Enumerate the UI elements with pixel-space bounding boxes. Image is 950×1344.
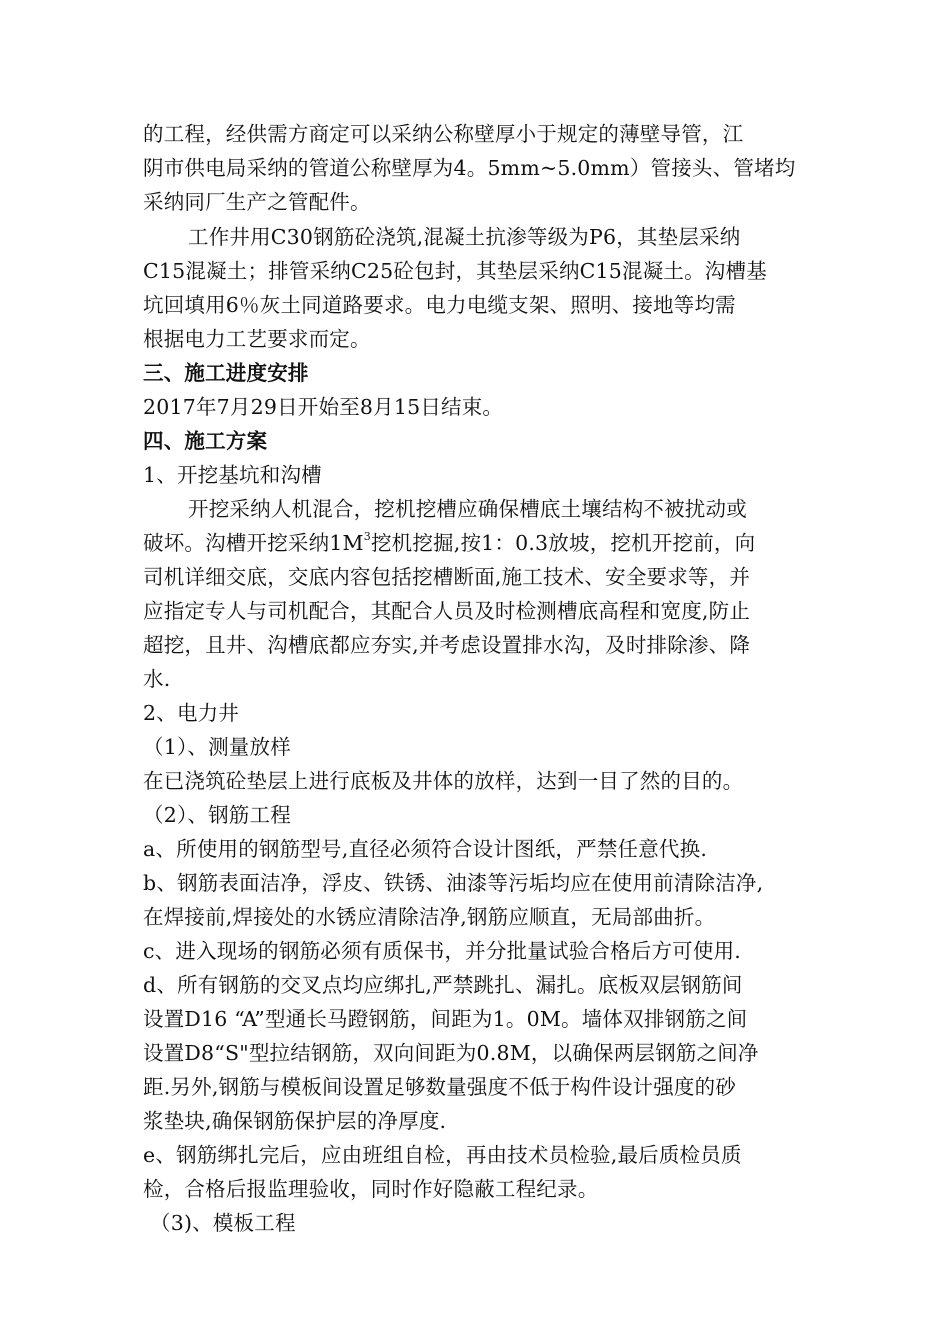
section-heading: 三、施工进度安排 <box>143 361 309 385</box>
paragraph-line: 超挖，且井、沟槽底都应夯实,并考虑设置排水沟，及时排除渗、降 <box>143 633 751 657</box>
line-text: 挖机挖掘,按1：0.3放坡，挖机开挖前，向 <box>370 531 756 555</box>
superscript: 3 <box>363 530 371 544</box>
paragraph-line: e、钢筋绑扎完后，应由班组自检，再由技术员检验,最后质检员质 <box>143 1143 742 1167</box>
paragraph-line: 水. <box>143 667 171 691</box>
paragraph-line: 开挖采纳人机混合，挖机挖槽应确保槽底土壤结构不被扰动或 <box>188 497 747 521</box>
paragraph-line: 司机详细交底，交底内容包括挖槽断面,施工技术、安全要求等，并 <box>143 565 751 589</box>
subsection-heading: （3)、模板工程 <box>150 1211 296 1235</box>
paragraph-line: c、进入现场的钢筋必须有质保书，并分批量试验合格后方可使用. <box>143 939 741 963</box>
paragraph-line: 检，合格后报监理验收，同时作好隐蔽工程纪录。 <box>143 1177 599 1201</box>
paragraph-line: 距.另外,钢筋与模板间设置足够数量强度不低于构件设计强度的砂 <box>143 1075 737 1099</box>
paragraph-line: 工作井用C30钢筋砼浇筑,混凝土抗渗等级为P6，其垫层采纳 <box>188 225 741 249</box>
paragraph-line <box>143 526 755 560</box>
subsection-heading: 1、开挖基坑和沟槽 <box>143 463 322 487</box>
paragraph-line: 应指定专人与司机配合，其配合人员及时检测槽底高程和宽度,防止 <box>143 599 751 623</box>
paragraph-line: 2017年7月29日开始至8月15日结束。 <box>143 395 504 419</box>
paragraph-line: 坑回填用6％灰土同道路要求。电力电缆支架、照明、接地等均需 <box>143 293 736 317</box>
paragraph-line: 设置D8“S"型拉结钢筋，双向间距为0.8M，以确保两层钢筋之间净 <box>143 1041 759 1065</box>
paragraph-line: a、所使用的钢筋型号,直径必须符合设计图纸，严禁任意代换. <box>143 837 708 861</box>
paragraph-line: 的工程，经供需方商定可以采纳公称壁厚小于规定的薄壁导管，江 <box>143 122 744 146</box>
paragraph-line: 在已浇筑砼垫层上进行底板及井体的放样，达到一目了然的目的。 <box>143 769 744 793</box>
section-heading: 四、施工方案 <box>143 429 268 453</box>
paragraph-line: 在焊接前,焊接处的水锈应清除洁净,钢筋应顺直，无局部曲折。 <box>143 905 716 929</box>
line-text: 破坏。沟槽开挖采纳1M <box>143 531 364 555</box>
paragraph-line: d、所有钢筋的交叉点均应绑扎,严禁跳扎、漏扎。底板双层钢筋间 <box>143 973 743 997</box>
paragraph-line: 浆垫块,确保钢筋保护层的净厚度. <box>143 1109 447 1133</box>
paragraph-line: b、钢筋表面洁净，浮皮、铁锈、油漆等污垢均应在使用前清除洁净, <box>143 871 764 895</box>
paragraph-line: C15混凝土；排管采纳C25砼包封，其垫层采纳C15混凝土。沟槽基 <box>143 259 767 283</box>
paragraph-line: 设置D16 “A”型通长马蹬钢筋，间距为1。0M。墙体双排钢筋之间 <box>143 1007 748 1031</box>
subsection-heading: 2、电力井 <box>143 701 240 725</box>
subsection-heading: （2）、钢筋工程 <box>143 803 291 827</box>
subsection-heading: （1）、测量放样 <box>143 735 291 759</box>
paragraph-line: 阴市供电局采纳的管道公称壁厚为4。5mm~5.0mm）管接头、管堵均 <box>143 156 796 180</box>
paragraph-line: 根据电力工艺要求而定。 <box>143 327 371 351</box>
paragraph-line: 采纳同厂生产之管配件。 <box>143 190 371 214</box>
